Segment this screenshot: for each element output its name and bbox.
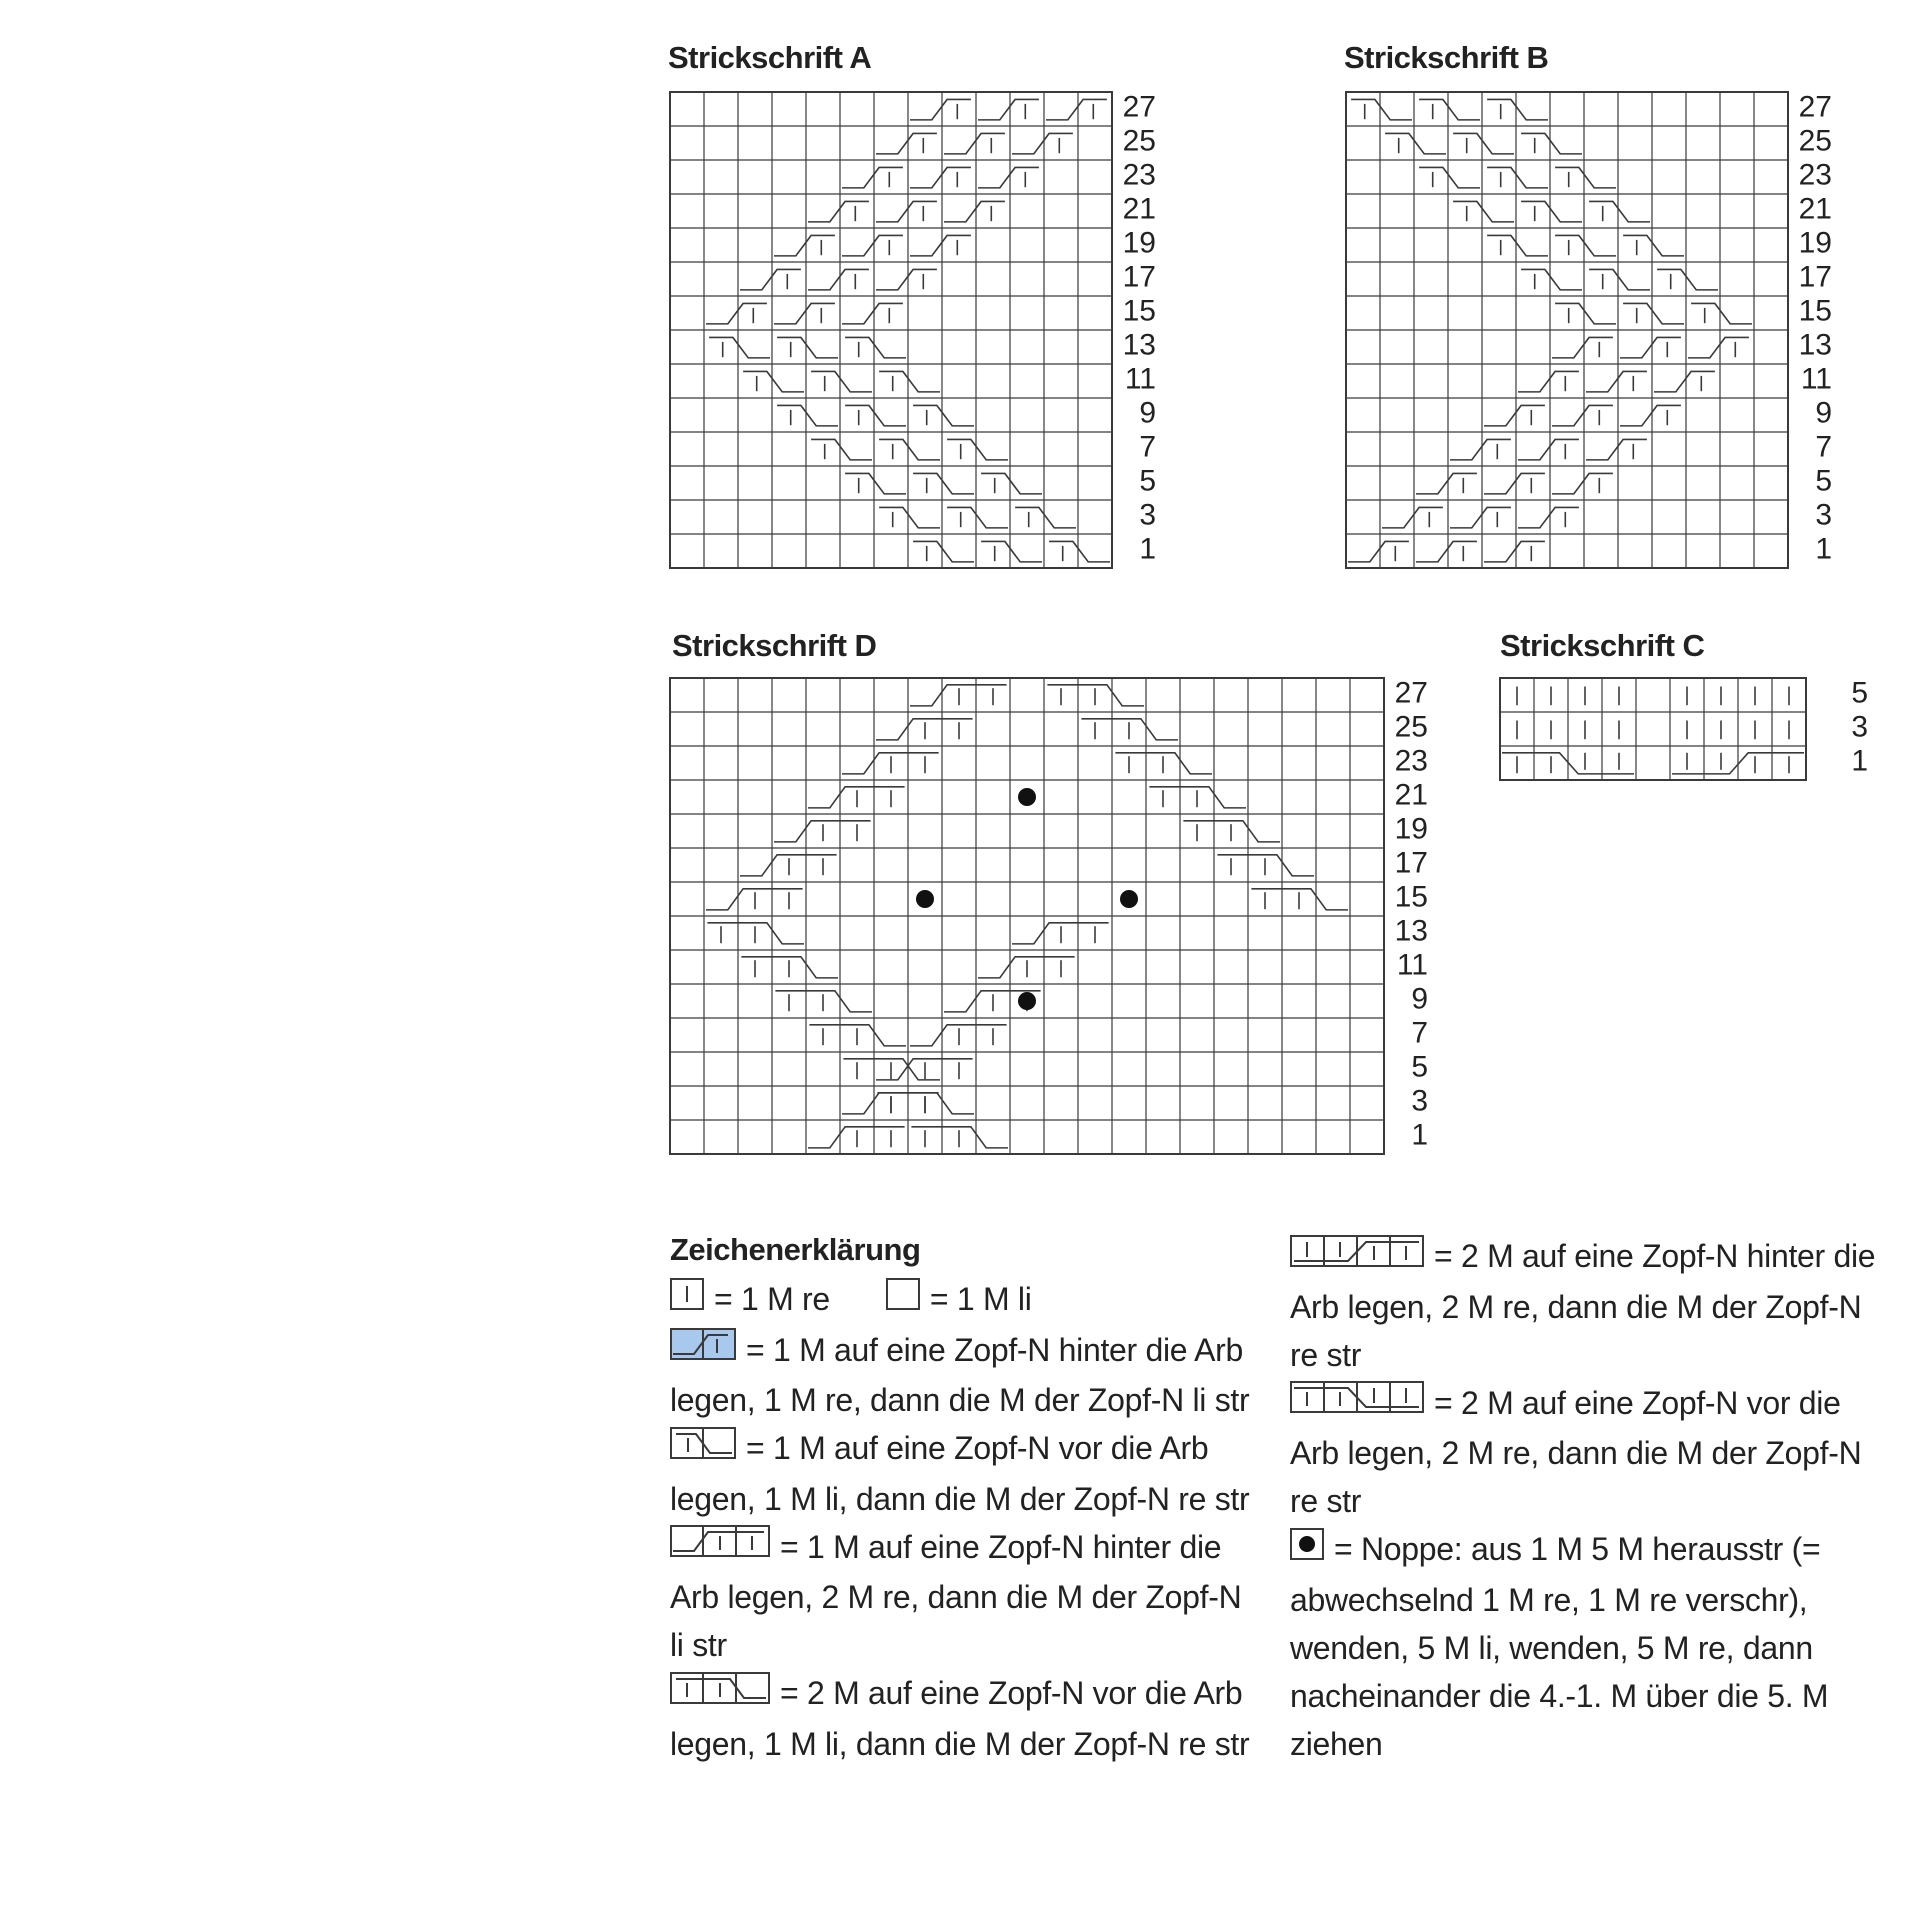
chart-a-row-label: 15 [1122,294,1156,328]
chart-a-row-label: 3 [1139,498,1156,532]
chart-b-title: Strickschrift B [1344,40,1549,75]
chart-a-row-label: 13 [1122,328,1156,362]
legend-text: = 2 M auf eine Zopf-N vor die Arb legen, 2 M re, dann die M der Zopf-N re str [1290,1384,1862,1520]
bobble-icon [1290,1525,1324,1573]
legend-text: = 1 M auf eine Zopf-N vor die Arb legen, 1 M li, dann die M der Zopf-N re str [670,1430,1250,1517]
knitting-chart-a [670,90,1156,572]
chart-b-row-label: 3 [1815,498,1832,532]
legend-text: = 1 M auf eine Zopf-N hinter die Arb legen, 1 M re, dann die M der Zopf-N li str [670,1331,1250,1419]
knit-text: = 1 M re [714,1281,830,1317]
chart-c-row-label: 1 [1851,744,1868,778]
bobble-mark [1018,992,1036,1010]
chart-d-row-label: 7 [1411,1016,1428,1050]
legend-item-cross-1-2-back [670,1523,1250,1670]
chart-b-row-label: 11 [1800,362,1832,396]
chart-d-title: Strickschrift D [672,628,877,663]
chart-d-row-label: 21 [1394,778,1428,812]
chart-a-row-label: 1 [1139,532,1156,566]
bobble-mark [916,890,934,908]
chart-b-row-label: 5 [1815,464,1832,498]
legend-item-cross-1-1-back [670,1326,1250,1425]
knitting-chart-d [670,678,1430,1158]
chart-b-row-label: 13 [1798,328,1832,362]
legend-knit-purl [670,1275,1250,1326]
legend-text: = 1 M auf eine Zopf-N hinter die Arb legen, 2 M re, dann die M der Zopf-N li str [670,1528,1242,1664]
knit-symbol [670,1275,704,1323]
cable-2-2-back-icon [1290,1232,1424,1280]
legend-title: Zeichenerklärung [670,1232,921,1267]
chart-b-row-label: 21 [1798,192,1832,226]
chart-a-row-label: 25 [1122,124,1156,158]
legend-item-cable-2-2-back [1290,1232,1880,1379]
knitting-chart-c [1500,678,1890,788]
chart-a-row-label: 5 [1139,464,1156,498]
cable-2-2-front-icon [1290,1378,1424,1426]
bobble-mark [1120,890,1138,908]
chart-a-title: Strickschrift A [668,40,872,75]
chart-c-row-label: 3 [1851,710,1868,744]
chart-b-row-label: 9 [1815,396,1832,430]
chart-d-row-label: 19 [1394,812,1428,846]
chart-a-row-label: 23 [1122,158,1156,192]
chart-d-row-label: 11 [1396,948,1428,982]
chart-a-row-label: 19 [1122,226,1156,260]
chart-b-row-label: 17 [1798,260,1832,294]
chart-c-title: Strickschrift C [1500,628,1705,663]
chart-a-row-label: 21 [1122,192,1156,226]
legend-right [1290,1232,1880,1768]
chart-d-row-label: 15 [1394,880,1428,914]
chart-grid-frame [1500,678,1806,780]
chart-b-row-label: 23 [1798,158,1832,192]
legend-item-cross-1-1-front [670,1424,1250,1523]
chart-d-row-label: 3 [1411,1084,1428,1118]
purl-text: = 1 M li [929,1281,1032,1317]
chart-b-row-label: 25 [1798,124,1832,158]
chart-d-row-label: 27 [1394,676,1428,710]
chart-b-row-label: 7 [1815,430,1832,464]
legend-item-bobble [1290,1525,1880,1768]
legend-text: = Noppe: aus 1 M 5 M herausstr (= abwechselnd 1 M re, 1 M re verschr), wenden, 5 M li, wenden, 5 M re, dann nacheinander die 4.-1. M über die 5. M ziehen [1290,1531,1829,1762]
cross-1-1-front-icon [670,1424,736,1472]
legend-item-cross-2-1-front [670,1669,1250,1768]
legend-item-cable-2-2-front [1290,1379,1880,1526]
chart-b-row-label: 27 [1798,90,1832,124]
cross-1-1-back-icon [670,1325,736,1373]
chart-d-row-label: 23 [1394,744,1428,778]
chart-d-row-label: 13 [1394,914,1428,948]
bobble-mark [1018,788,1036,806]
legend-text: = 2 M auf eine Zopf-N hinter die Arb legen, 2 M re, dann die M der Zopf-N re str [1290,1238,1876,1373]
chart-a-row-label: 27 [1122,90,1156,124]
chart-d-row-label: 5 [1411,1050,1428,1084]
legend-left [670,1275,1250,1768]
cross-1-2-back-icon [670,1522,770,1570]
chart-a-row-label: 7 [1139,430,1156,464]
chart-b-row-label: 15 [1798,294,1832,328]
legend-text: = 2 M auf eine Zopf-N vor die Arb legen, 1 M li, dann die M der Zopf-N re str [670,1675,1250,1762]
chart-d-row-label: 1 [1411,1118,1428,1152]
chart-c-row-label: 5 [1851,676,1868,710]
chart-a-row-label: 17 [1122,260,1156,294]
chart-a-row-label: 11 [1124,362,1156,396]
chart-d-row-label: 17 [1394,846,1428,880]
chart-d-row-label: 25 [1394,710,1428,744]
chart-b-row-label: 19 [1798,226,1832,260]
chart-b-row-label: 1 [1815,532,1832,566]
knitting-chart-b [1346,90,1832,572]
purl-symbol [886,1275,920,1323]
chart-a-row-label: 9 [1139,396,1156,430]
chart-d-row-label: 9 [1411,982,1428,1016]
cross-2-1-front-icon [670,1669,770,1717]
